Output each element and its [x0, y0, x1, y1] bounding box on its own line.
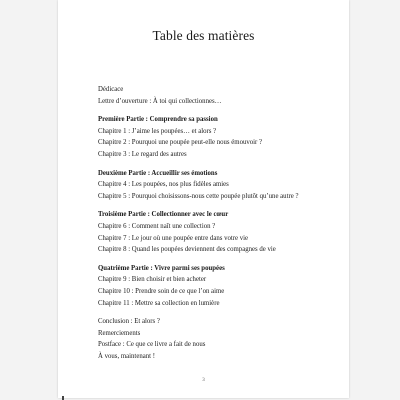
toc-entry-dedication: Dédicace	[98, 86, 124, 93]
toc-entry-conclusion: Conclusion : Et alors ?	[98, 318, 160, 326]
toc-chapter-2: Chapitre 2 : Pourquoi une poupée peut-elle nous émouvoir ?	[98, 139, 263, 147]
toc-chapter-3: Chapitre 3 : Le regard des autres	[98, 150, 187, 158]
toc-entry-acknowledgements: Remerciements	[98, 329, 141, 337]
toc-chapter-5: Chapitre 5 : Pourquoi choisissons-nous cette poupée plutôt qu’une autre ?	[98, 192, 299, 200]
part-heading-4: Quatrième Partie : Vivre parmi ses poupées	[98, 264, 225, 272]
page-number: 3	[202, 378, 205, 383]
part-heading-2: Deuxième Partie : Accueillir ses émotions	[98, 169, 218, 177]
toc-entry-afterword: Postface : Ce que ce livre a fait de nous	[98, 341, 206, 349]
toc-chapter-8: Chapitre 8 : Quand les poupées deviennent des compagnes de vie	[98, 246, 276, 254]
document-page	[58, 0, 349, 398]
toc-chapter-9: Chapitre 9 : Bien choisir et bien acheter	[98, 276, 207, 284]
toc-entry-closing: À vous, maintenant !	[98, 352, 156, 360]
toc-chapter-7: Chapitre 7 : Le jour où une poupée entre dans votre vie	[98, 234, 249, 242]
toc-chapter-10: Chapitre 10 : Prendre soin de ce que l’on aime	[98, 287, 225, 295]
scan-mark	[62, 396, 64, 400]
toc-chapter-1: Chapitre 1 : J’aime les poupées… et alors ?	[98, 127, 217, 135]
toc-chapter-4: Chapitre 4 : Les poupées, nos plus fidèles amies	[98, 181, 229, 189]
toc-chapter-11: Chapitre 11 : Mettre sa collection en lumière	[98, 299, 220, 307]
toc-entry-opening-letter: Lettre d’ouverture : À toi qui collectionnes…	[98, 97, 222, 105]
part-heading-3: Troisième Partie : Collectionner avec le cœur	[98, 211, 229, 219]
table-of-contents	[98, 84, 343, 362]
part-heading-1: Première Partie : Comprendre sa passion	[98, 116, 218, 124]
page-title: Table des matières	[152, 28, 255, 43]
toc-chapter-6: Chapitre 6 : Comment naît une collection ?	[98, 222, 216, 230]
